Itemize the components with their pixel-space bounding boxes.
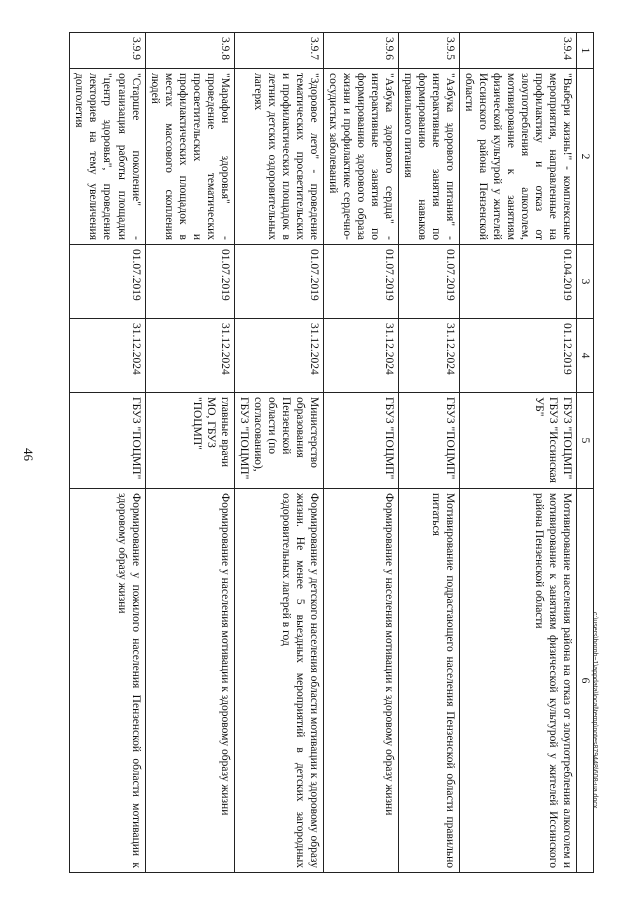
footer-file-path: c:\users\borob~1\appdata\local\temp\notes879448\608-ua.docx bbox=[591, 612, 598, 809]
page-number: 46 bbox=[21, 448, 36, 461]
measure-description: "Азбука здорового питания" - интерактивные занятия по формированию навыков правильного питания bbox=[398, 69, 459, 245]
measure-description: "Марафон здоровья" - проведение тематических просветительских и профилактических площадок в местах массового скопления людей bbox=[145, 69, 234, 245]
expected-result: Формирование у пожилого населения Пензенской области мотивации к здоровому образу жизни bbox=[70, 489, 145, 873]
table-row bbox=[323, 33, 398, 873]
start-date: 01.07.2019 bbox=[70, 245, 145, 319]
table-row bbox=[459, 33, 576, 873]
table-row bbox=[70, 33, 145, 873]
table-row bbox=[145, 33, 234, 873]
expected-result: Мотивирование населения района на отказ от злоупотребления алкоголем и мотивирование к занятиям физической культурой у жителей Иссинского района Пензенской области bbox=[459, 489, 576, 873]
measures-table bbox=[69, 32, 594, 873]
end-date: 31.12.2024 bbox=[70, 319, 145, 393]
measure-description: "Азбука здорового сердца" - интерактивные занятия по формированию здорового образа жизни и профилактике сердечно-сосудистых заболеваний bbox=[323, 69, 398, 245]
executor: главные врачи МО, ГБУЗ "ПОЦМП" bbox=[145, 393, 234, 489]
table-row bbox=[398, 33, 459, 873]
expected-result: Мотивирование подрастающего населения Пензенской области правильно питаться bbox=[398, 489, 459, 873]
measure-description: "Здоровое лето" - проведение тематических просветительских и профилактических площадок в летних детских оздоровительных лагерях bbox=[234, 69, 323, 245]
end-date: 31.12.2024 bbox=[323, 319, 398, 393]
row-number: 3.9.5 bbox=[398, 33, 459, 69]
start-date: 01.07.2019 bbox=[145, 245, 234, 319]
measure-description: "Старшее поколение" - организация работы площадки "центр здоровья", проведение лекториев на тему увеличения долголетия bbox=[70, 69, 145, 245]
row-number: 3.9.4 bbox=[459, 33, 576, 69]
end-date: 31.12.2024 bbox=[398, 319, 459, 393]
executor: ГБУЗ "ПОЦМП" bbox=[323, 393, 398, 489]
expected-result: Формирование у населения мотивации к здоровому образу жизни bbox=[145, 489, 234, 873]
expected-result: Формирование у населения мотивации к здоровому образу жизни bbox=[323, 489, 398, 873]
header-col-3: 3 bbox=[576, 245, 593, 319]
measure-description: "Выбери жизнь!" - комплексные мероприятия, направленные на профилактику и отказ от злоупотребления алкоголем, мотивирование к занятиям физической культурой у жителей Иссинского района Пензенской области bbox=[459, 69, 576, 245]
executor: ГБУЗ "ПОЦМП" bbox=[70, 393, 145, 489]
rotated-table-container bbox=[73, 32, 594, 872]
row-number: 3.9.8 bbox=[145, 33, 234, 69]
header-col-5: 5 bbox=[576, 393, 593, 489]
header-col-1: 1 bbox=[576, 33, 593, 69]
start-date: 01.07.2019 bbox=[323, 245, 398, 319]
row-number: 3.9.9 bbox=[70, 33, 145, 69]
executor: ГБУЗ "ПОЦМП" ГБУЗ "Иссинская УБ" bbox=[459, 393, 576, 489]
row-number: 3.9.7 bbox=[234, 33, 323, 69]
start-date: 01.07.2019 bbox=[398, 245, 459, 319]
executor: ГБУЗ "ПОЦМП" bbox=[398, 393, 459, 489]
end-date: 31.12.2024 bbox=[145, 319, 234, 393]
executor: Министерство образования Пензенской области (по согласованию), ГБУЗ "ПОЦМП" bbox=[234, 393, 323, 489]
header-col-6: 6 bbox=[576, 489, 593, 873]
header-col-4: 4 bbox=[576, 319, 593, 393]
row-number: 3.9.6 bbox=[323, 33, 398, 69]
header-col-2: 2 bbox=[576, 69, 593, 245]
start-date: 01.07.2019 bbox=[234, 245, 323, 319]
start-date: 01.04.2019 bbox=[459, 245, 576, 319]
table-row bbox=[234, 33, 323, 873]
expected-result: Формирование у детского населения области мотивации к здоровому образу жизни. Не менее 5 выездных мероприятий в детских загородных оздоровительных лагерей в год bbox=[234, 489, 323, 873]
end-date: 01.12.2019 bbox=[459, 319, 576, 393]
end-date: 31.12.2024 bbox=[234, 319, 323, 393]
